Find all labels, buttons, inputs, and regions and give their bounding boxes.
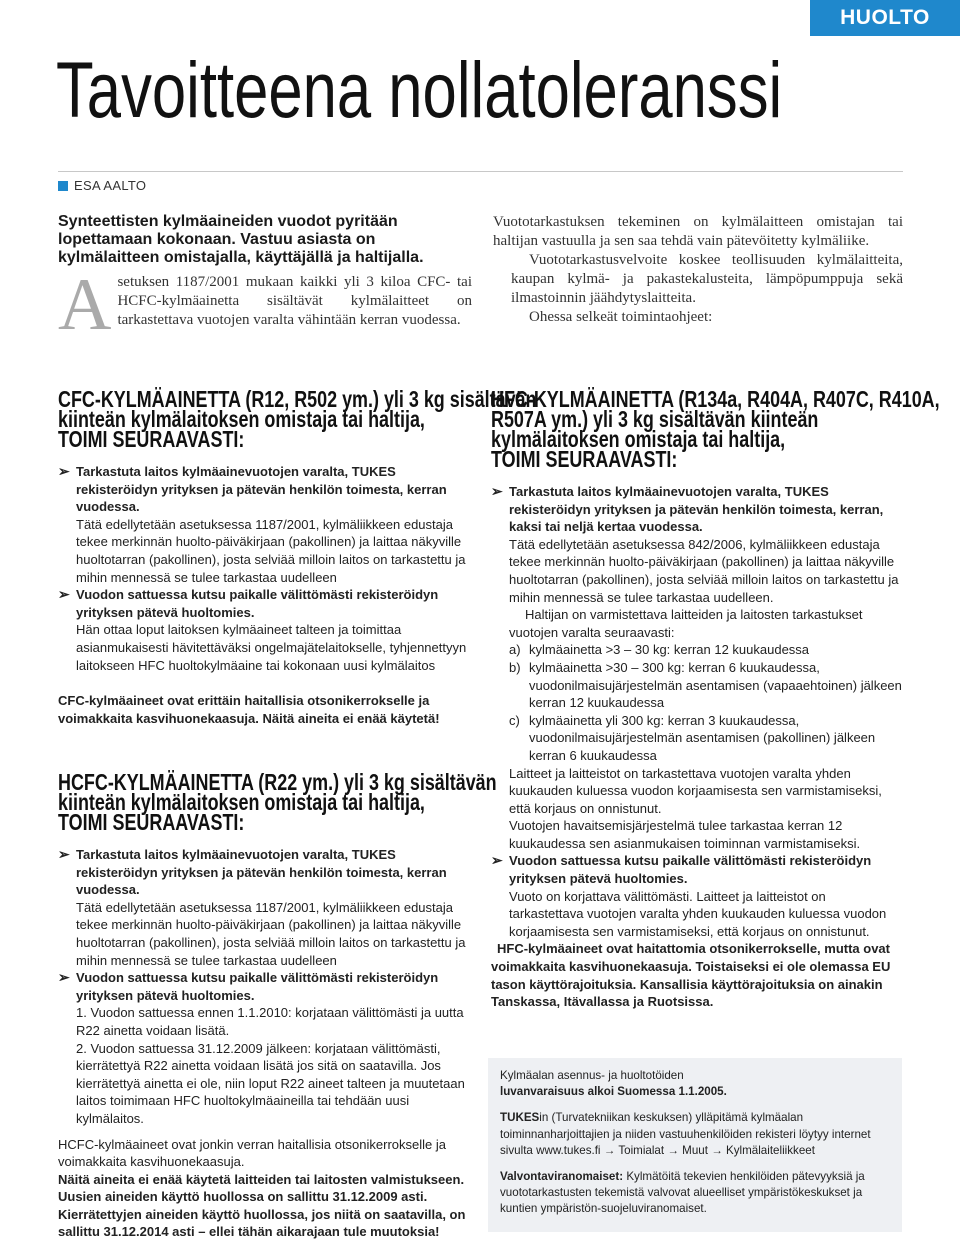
tukes-label: TUKES — [500, 1111, 540, 1125]
hcfc-heading-line: kiinteän kylmälaitoksen omistaja tai haltija, — [58, 789, 425, 815]
hfc-list-item — [491, 659, 903, 712]
cfc-heading — [58, 386, 537, 452]
arrow-right-icon: → — [711, 1143, 723, 1157]
tukes-text: in (Turvatekniikan keskuksen) ylläpitämä kylmäalan toiminnanharjoittajien ja niiden vastuuhenkilöiden rekisteri löytyy internet sivulta www.tukes.fi — [500, 1111, 871, 1157]
hfc-bullet-1-note: Tätä edellytetään asetuksessa 842/2006, kylmäliikkeen edustaja tekee merkinnän huolto-päiväkirjaan (pakollinen) ja laittaa näkyville huoltotarran (pakollinen), josta selviää milloin laitos on tarkastettu ja mihin mennessä se tulee tarkastaa uudelleen. — [509, 536, 899, 605]
hfc-heading-line: TOIMI SEURAAVASTI: — [491, 446, 678, 472]
arrow-bullet-icon: ➢ — [58, 969, 70, 986]
cfc-bullet-2 — [58, 586, 478, 621]
valvonta-label: Valvontaviranomaiset: — [500, 1170, 624, 1184]
hcfc-footer-1: HCFC-kylmäaineet ovat jonkin verran haitallisia otsonikerrokselle ja voimakkaita kasvihuonekaasuja. — [58, 1136, 446, 1170]
hfc-bullet-2-text: Vuodon sattuessa kutsu paikalle välittömästi rekisteröidyn yrityksen pätevä huoltomies. — [509, 853, 872, 887]
hfc-list-text: kylmäainetta >30 – 300 kg: kerran 6 kuukaudessa, vuodonilmaisujärjestelmän asentamisen (vapaaehtoinen) jälkeen kerran 12 kuukaudessa — [529, 659, 902, 711]
hcfc-footer-2: Näitä aineita ei enää käytetä laitteiden tai laitosten valmistukseen. Uusien aineiden käyttö huollossa on sallittu 31.12.2009 asti. Kierrätettyjen aineiden käyttö huollossa, jos niitä on saatavilla, on sallittu 31.12.2014 asti – ellei tähän aikarajaan tule muutoksia! — [58, 1171, 466, 1240]
arrow-bullet-icon: ➢ — [58, 846, 70, 862]
intro-p2: Vuototarkastusvelvoite koskee teollisuuden kylmälaitteita, kaupan kylmä- ja pakastekalusteita, lämpöpumppuja sekä ilmastoinnin jäähdytyslaitteita. — [511, 252, 903, 306]
info-line-1: Kylmäalan asennus- ja huoltotöiden — [500, 1069, 684, 1082]
hfc-bullet-2 — [491, 852, 903, 887]
drop-cap: A — [58, 264, 112, 346]
hcfc-heading-line: HCFC-KYLMÄAINETTA (R22 ym.) yli 3 kg sisältävän — [58, 769, 497, 795]
hcfc-note-1: 1. Vuodon sattuessa ennen 1.1.2010: korjataan välittömästi ja uutta R22 ainetta voidaan lisätä. — [76, 1005, 464, 1038]
cfc-bullet-1-text: Tarkastuta laitos kylmäainevuotojen varalta, TUKES rekisteröidyn yrityksen ja pätevän henkilön toimesta, kerran vuodessa. — [76, 464, 447, 515]
cfc-bullet-1 — [58, 463, 478, 516]
hfc-bullet-1-text: Tarkastuta laitos kylmäainevuotojen varalta, TUKES rekisteröidyn yrityksen ja pätevän henkilön toimesta, kerran, kaksi tai neljä kertaa vuodessa. — [509, 484, 884, 535]
author-divider — [58, 171, 903, 172]
tukes-path-1: Toimialat — [618, 1143, 665, 1157]
arrow-right-icon: → — [603, 1143, 616, 1157]
hcfc-heading — [58, 769, 497, 835]
cfc-bullet-2-text: Vuodon sattuessa kutsu paikalle välittömästi rekisteröidyn yrityksen pätevä huoltomies. — [76, 587, 439, 620]
info-box — [488, 1058, 902, 1232]
cfc-bullet-2-note: Hän ottaa loput laitoksen kylmäaineet talteen ja toimittaa asianmukaisesti hävitettäväksi ongelmajätelaitokselle, tyhjennettyyn laitokseen HFC huoltokylmäaine tai kokonaan uusi kylmälaitos — [76, 622, 467, 673]
author-name: ESA AALTO — [74, 178, 147, 193]
valvonta-text: Kylmätöitä tekevien henkilöiden pätevyyksiä ja vuototarkastusten tekemistä valvovat alueelliset ympäristökeskukset ja kuntien ympäristön-suojeluviranomaiset. — [500, 1170, 865, 1216]
cfc-section — [58, 386, 537, 727]
hcfc-bullet-1 — [58, 846, 478, 899]
info-line-2: luvanvaraisuus alkoi Suomessa 1.1.2005. — [500, 1085, 727, 1099]
arrow-bullet-icon: ➢ — [58, 586, 70, 603]
cfc-heading-line: CFC-KYLMÄAINETTA (R12, R502 ym.) yli 3 kg sisältävän — [58, 386, 537, 412]
lead-paragraph: Synteettisten kylmäaineiden vuodot pyritään lopettamaan kokonaan. Vastuu asiasta on kylmälaitteen omistajalla, käyttäjällä ja haltijalla. — [58, 213, 424, 266]
arrow-bullet-icon: ➢ — [491, 483, 503, 499]
hfc-heading — [491, 386, 940, 472]
hcfc-bullet-1-text: Tarkastuta laitos kylmäainevuotojen varalta, TUKES rekisteröidyn yrityksen ja pätevän henkilön toimesta, kerran vuodessa. — [76, 847, 447, 898]
hfc-list-intro: Haltijan on varmistettava laitteiden ja laitosten tarkastukset vuotojen varalta seuraavasti: — [509, 607, 863, 640]
hcfc-heading-line: TOIMI SEURAAVASTI: — [58, 809, 245, 835]
hcfc-bullet-2-text: Vuodon sattuessa kutsu paikalle välittömästi rekisteröidyn yrityksen pätevä huoltomies. — [76, 970, 439, 1003]
hcfc-note-2: 2. Vuodon sattuessa 31.12.2009 jälkeen: korjataan välittömästi, kierrätettyä R22 ainetta voidaan lisätä jos sitä on saatavilla. Jos kierrätettyä ainetta ei ole, niin loput R22 aineet talteen ja muutetaan laitos toimimaan HFC huoltokylmäaineilla tai tehdään uusi kylmälaitos. — [76, 1040, 465, 1126]
tukes-path-2: Muut — [682, 1143, 708, 1157]
arrow-right-icon: → — [667, 1143, 679, 1157]
cfc-heading-line: kiinteän kylmälaitoksen omistaja tai haltija, — [58, 406, 425, 432]
square-bullet-icon — [58, 181, 68, 191]
hfc-list-item — [491, 712, 903, 765]
info-tukes — [500, 1110, 890, 1159]
cfc-bullet-1-note: Tätä edellytetään asetuksessa 1187/2001, kylmäliikkeen edustaja tekee merkinnän huolto-päiväkirjaan (pakollinen) ja laittaa näkyville huoltotarran (pakollinen), josta selviää milloin laitos on tarkastettu ja mihin mennessä se tulee tarkastaa uudelleen — [76, 516, 466, 585]
hfc-list-text: kylmäainetta yli 300 kg: kerran 3 kuukaudessa, vuodonilmaisujärjestelmän asentamisen (pakollinen) jälkeen kerran 6 kuukaudessa — [529, 712, 876, 763]
hfc-list-label: c) — [509, 712, 520, 728]
hcfc-section — [58, 769, 497, 1241]
hfc-bullet-2-note: Vuoto on korjattava välittömästi. Laitteet ja laitteistot on tarkastettava vuotojen varalta yhden kuukauden kuluessa vuodon korjaamisesta sen varmistamiseksi, että korjaus on onnistunut. — [509, 888, 887, 939]
lead-body-text: setuksen 1187/2001 mukaan kaikki yli 3 kiloa CFC- tai HCFC-kylmäainetta sisältävät kylmälaitteet on tarkastettava vuotojen varalta vähintään kerran vuodessa. — [117, 274, 472, 328]
lead-body — [58, 264, 472, 346]
intro-p1: Vuototarkastuksen tekeminen on kylmälaitteen omistajan tai haltijan vastuulla ja sen saa tehdä vain pätevöitetty kylmäliike. — [493, 214, 903, 249]
cfc-heading-line: TOIMI SEURAAVASTI: — [58, 426, 245, 452]
hcfc-bullet-1-note: Tätä edellytetään asetuksessa 1187/2001, kylmäliikkeen edustaja tekee merkinnän huolto-päiväkirjaan (pakollinen) ja laittaa näkyville huoltotarran (pakollinen), josta selviää milloin laitos on tarkastettu ja mihin mennessä se tulee tarkastaa uudelleen — [76, 899, 466, 968]
hfc-paragraph-a: Laitteet ja laitteistot on tarkastettava vuotojen varalta yhden kuukauden kuluessa vuodon korjaamisesta sen varmistamiseksi, että korjaus on onnistunut. — [509, 765, 882, 816]
hfc-heading-line: R507A ym.) yli 3 kg sisältävän kiinteän — [491, 406, 819, 432]
hcfc-bullet-2 — [58, 969, 478, 1004]
hfc-paragraph-b: Vuotojen havaitsemisjärjestelmä tulee tarkastaa kerran 12 kuukaudessa sen asianmukaisen toiminnan varmistamiseksi. — [509, 818, 861, 851]
hfc-list-label: a) — [509, 642, 521, 658]
hfc-heading-line: HFC-KYLMÄAINETTA (R134a, R404A, R407C, R410A, — [491, 386, 940, 412]
intro-text — [493, 213, 903, 327]
intro-p3: Ohessa selkeät toimintaohjeet: — [529, 309, 713, 325]
section-tag: HUOLTO — [810, 0, 960, 36]
hfc-list-text: kylmäainetta >3 – 30 kg: kerran 12 kuukaudessa — [529, 642, 810, 658]
article-title: Tavoitteena nollatoleranssi — [56, 45, 783, 134]
hfc-bullet-1 — [491, 483, 903, 536]
info-valvonta — [500, 1169, 890, 1218]
hfc-footer: HFC-kylmäaineet ovat haitattomia otsonikerrokselle, mutta ovat voimakkaita kasvihuonekaasuja. Toistaiseksi ei ole olemassa EU tason käyttörajoituksia. Kansallisia käyttörajoituksia on ainakin Tanskassa, Itävallassa ja Ruotsissa. — [491, 941, 891, 1010]
arrow-bullet-icon: ➢ — [491, 852, 503, 869]
hfc-list-item — [491, 641, 903, 659]
arrow-bullet-icon: ➢ — [58, 463, 70, 479]
hfc-heading-line: kylmälaitoksen omistaja tai haltija, — [491, 426, 786, 452]
author-byline — [58, 178, 146, 193]
hfc-section — [491, 386, 940, 1011]
cfc-footer: CFC-kylmäaineet ovat erittäin haitallisia otsonikerrokselle ja voimakkaita kasvihuonekaasuja. Näitä aineita ei enää käytetä! — [58, 693, 440, 726]
tukes-path-3: Kylmälaiteliikkeet — [726, 1143, 815, 1157]
hfc-list-label: b) — [509, 659, 521, 675]
